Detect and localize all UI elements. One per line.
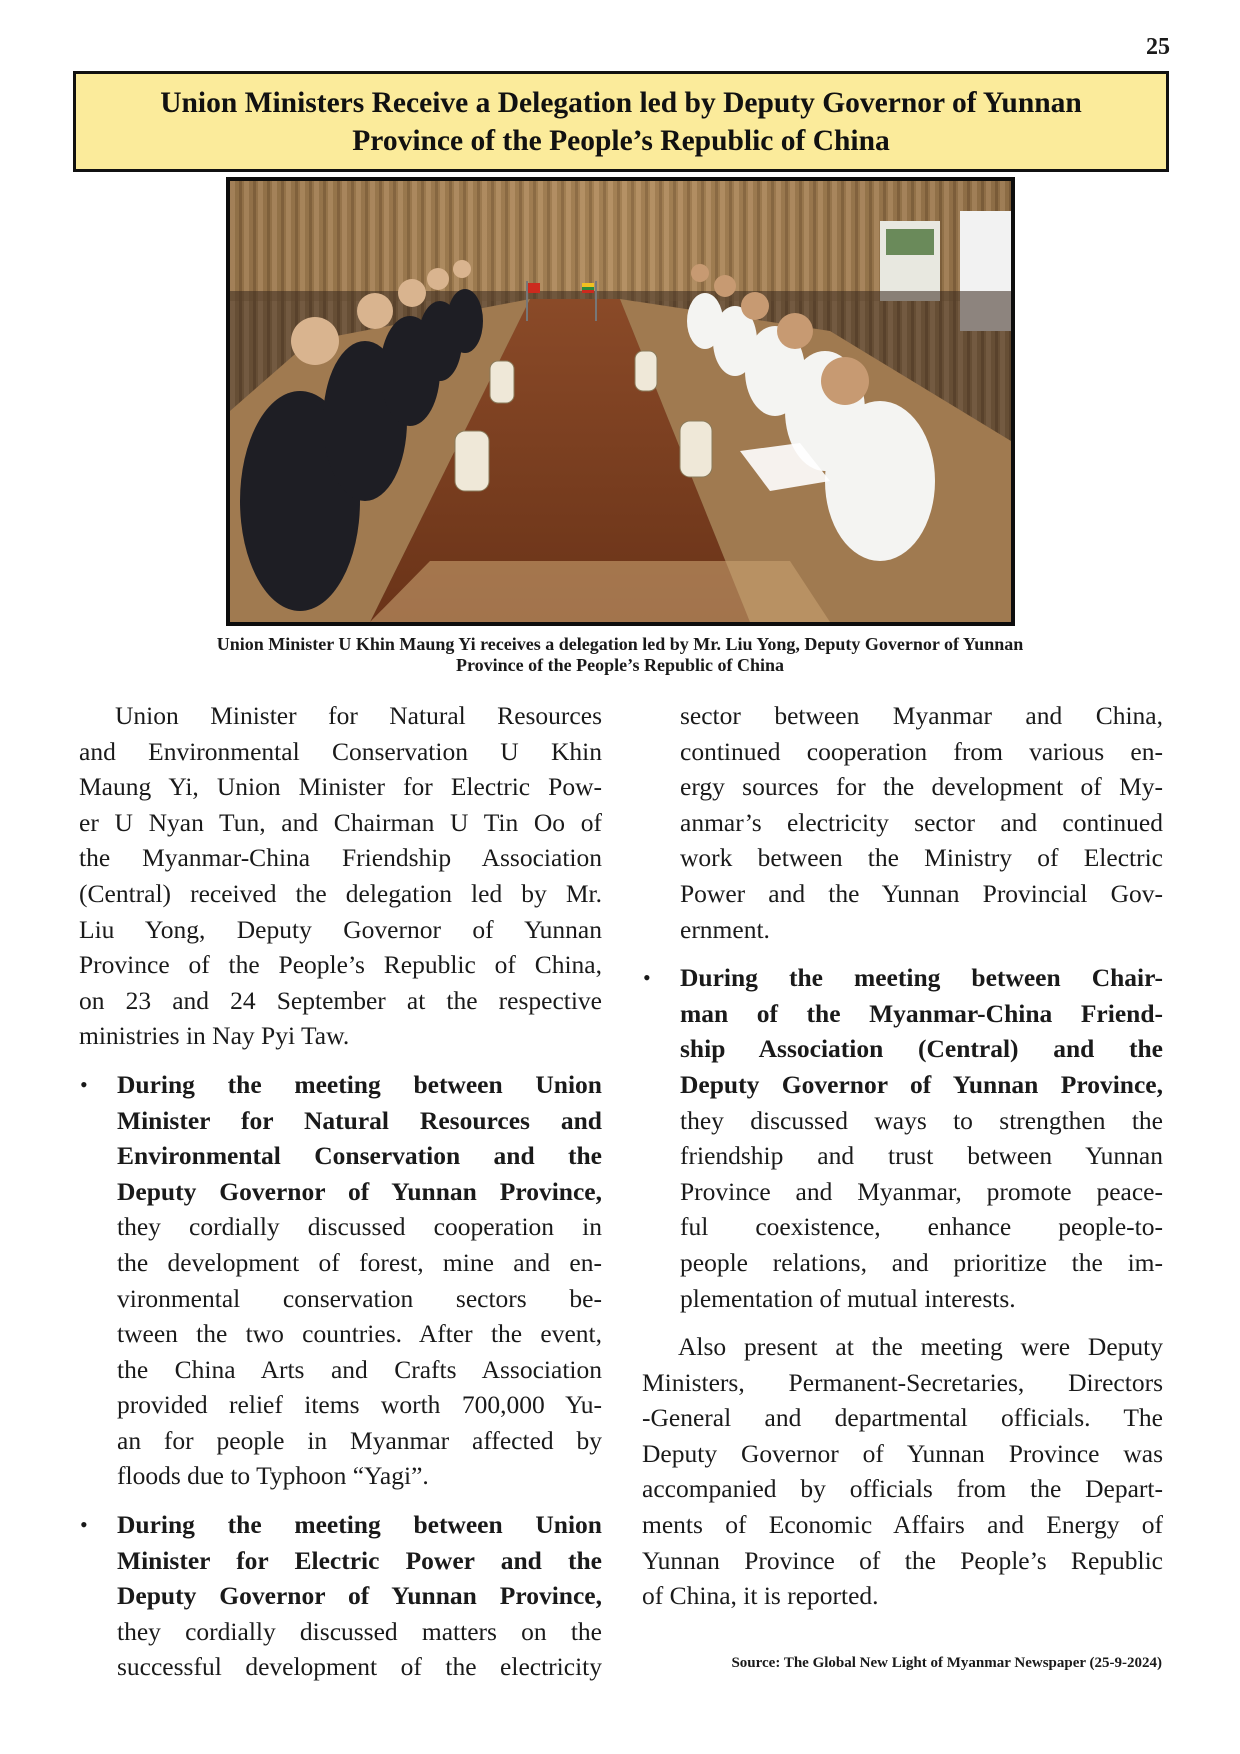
text-line: and Environmental Conservation U Khin <box>79 736 602 766</box>
text-line: Deputy Governor of Yunnan Province was <box>642 1438 1163 1468</box>
bullet-item-electric-power <box>79 1507 602 1685</box>
closing-paragraph <box>642 1329 1163 1614</box>
bold-line: ship Association (Central) and the <box>680 1034 1163 1064</box>
page-number: 25 <box>1146 34 1170 60</box>
text-line: they cordially discussed matters on the <box>117 1616 602 1646</box>
text-line: Maung Yi, Union Minister for Electric Pow- <box>79 772 602 802</box>
text-line: anmar’s electricity sector and continued <box>680 807 1163 837</box>
text-line: floods due to Typhoon “Yagi”. <box>117 1461 429 1491</box>
text-line: ergy sources for the development of My- <box>680 772 1163 802</box>
text-line: Liu Yong, Deputy Governor of Yunnan <box>79 914 602 944</box>
text-line: the Myanmar-China Friendship Association <box>79 843 602 873</box>
bold-line: man of the Myanmar-China Friend- <box>680 998 1163 1028</box>
text-line: (Central) received the delegation led by Mr. <box>79 878 602 908</box>
bold-line: Minister for Electric Power and the <box>117 1545 602 1575</box>
bullet-icon: • <box>80 1071 88 1097</box>
source-credit: Source: The Global New Light of Myanmar Newspaper (25-9-2024) <box>731 1655 1162 1671</box>
article-title-line-2: Province of the People’s Republic of China <box>352 124 890 157</box>
text-line: er U Nyan Tun, and Chairman U Tin Oo of <box>79 807 602 837</box>
meeting-photo <box>226 177 1015 626</box>
text-line: people relations, and prioritize the im- <box>680 1247 1163 1277</box>
bold-line: Deputy Governor of Yunnan Province, <box>117 1581 602 1611</box>
bold-line: During the meeting between Union <box>117 1510 602 1540</box>
text-line: the development of forest, mine and en- <box>117 1247 602 1277</box>
text-line: of China, it is reported. <box>642 1581 879 1611</box>
article-title-box <box>73 71 1169 172</box>
text-line: Power and the Yunnan Provincial Gov- <box>680 878 1163 908</box>
photo-caption-line-2: Province of the People’s Republic of China <box>456 655 784 675</box>
text-line: work between the Ministry of Electric <box>680 843 1163 873</box>
text-line: Province and Myanmar, promote peace- <box>680 1176 1163 1206</box>
intro-paragraph <box>79 698 602 1054</box>
text-line: plementation of mutual interests. <box>680 1283 1016 1313</box>
text-line: Also present at the meeting were Deputy <box>678 1332 1163 1362</box>
text-line: friendship and trust between Yunnan <box>680 1141 1163 1171</box>
right-column <box>642 698 1163 1627</box>
text-line: provided relief items worth 700,000 Yu- <box>117 1390 602 1420</box>
bold-line: Minister for Natural Resources and <box>117 1105 602 1135</box>
text-line: sector between Myanmar and China, <box>680 701 1163 730</box>
text-line: tween the two countries. After the event, <box>117 1319 602 1349</box>
left-column <box>79 698 602 1698</box>
text-line: ful coexistence, enhance people-to- <box>680 1212 1163 1242</box>
text-line: accompanied by officials from the Depart- <box>642 1474 1163 1504</box>
photo-caption-line-1: Union Minister U Khin Maung Yi receives a delegation led by Mr. Liu Yong, Deputy Governor of Yunnan <box>216 634 1024 654</box>
photo-caption <box>110 634 1130 676</box>
bold-line: Environmental Conservation and the <box>117 1141 602 1171</box>
text-line: vironmental conservation sectors be- <box>117 1283 602 1313</box>
text-line: an for people in Myanmar affected by <box>117 1425 602 1455</box>
meeting-photo-illustration <box>230 181 1011 622</box>
text-line: successful development of the electricity <box>117 1652 602 1682</box>
text-line: ments of Economic Affairs and Energy of <box>642 1510 1163 1540</box>
bullet-icon: • <box>80 1512 88 1538</box>
bold-line: Deputy Governor of Yunnan Province, <box>680 1069 1163 1099</box>
bold-line: During the meeting between Union <box>117 1069 602 1099</box>
text-line: Ministers, Permanent-Secretaries, Directors <box>642 1367 1163 1397</box>
bullet-icon: • <box>643 965 651 991</box>
text-line: Province of the People’s Republic of China, <box>79 950 602 980</box>
text-line: -General and departmental officials. The <box>642 1403 1163 1433</box>
text-line: ministries in Nay Pyi Taw. <box>79 1021 350 1051</box>
text-line: Yunnan Province of the People’s Republic <box>642 1545 1163 1575</box>
bold-line: During the meeting between Chair- <box>680 963 1163 993</box>
bullet-item-forest-mine-conservation <box>79 1067 602 1494</box>
article-title-line-1: Union Ministers Receive a Delegation led by Deputy Governor of Yunnan <box>160 86 1082 119</box>
text-line: on 23 and 24 September at the respective <box>79 985 602 1015</box>
text-line: Union Minister for Natural Resources <box>115 701 602 730</box>
text-line: they discussed ways to strengthen the <box>680 1105 1163 1135</box>
bold-line: Deputy Governor of Yunnan Province, <box>117 1176 602 1206</box>
bullet-item-friendship-association <box>642 960 1163 1316</box>
text-line: they cordially discussed cooperation in <box>117 1212 602 1242</box>
text-line: ernment. <box>680 914 770 944</box>
text-line: continued cooperation from various en- <box>680 736 1163 766</box>
text-line: the China Arts and Crafts Association <box>117 1354 602 1384</box>
bullet-continuation <box>642 698 1163 947</box>
